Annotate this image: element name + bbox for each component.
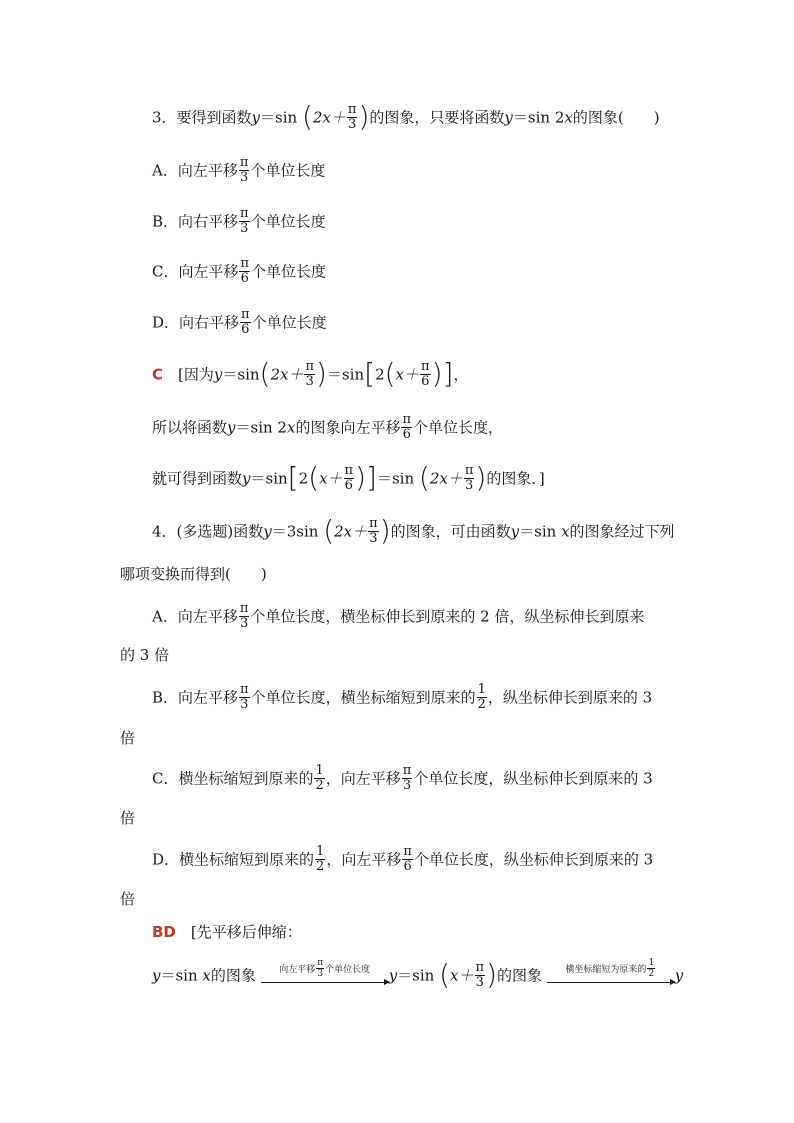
q3-answer: C: [152, 365, 164, 384]
q4-option-b: B．向左平移 $\frac{\pi}{3}$ 个单位长度，横坐标缩短到原来的 $\frac{1}{2}$ ，纵坐标伸长到原来的 3: [152, 682, 653, 712]
q4-option-d: D．横坐标缩短到原来的 $\frac{1}{2}$ ，向左平移 $\frac{\pi}{6}$ 个单位长度，纵坐标伸长到原来的 3: [152, 844, 654, 874]
q4-stem-line-2: 哪项变换而得到( ): [120, 565, 267, 583]
q3-option-b: B．向右平移 $\frac{\pi}{3}$ 个单位长度: [152, 206, 326, 236]
q4-solution-line-1: BD [先平移后伸缩：: [152, 923, 302, 941]
q3-option-d: D．向右平移 $\frac{\pi}{6}$ 个单位长度: [152, 307, 327, 337]
q4-option-c-line-2: 倍: [120, 809, 136, 827]
q3-option-c: C．向左平移 $\frac{\pi}{6}$ 个单位长度: [152, 256, 327, 286]
q4-option-c: C．横坐标缩短到原来的 $\frac{1}{2}$ ，向左平移 $\frac{\pi}{3}$ 个单位长度，纵坐标伸长到原来的 3: [152, 763, 653, 793]
q3-solution-line-3: 就可得到函数y＝sin[2(x＋ $\frac{\pi}{6}$ )]＝sin (2x＋ $\frac{\pi}{3}$ )的图象．]: [152, 460, 545, 494]
q3-solution-line-1: C [因为y＝sin(2x＋ $\frac{\pi}{3}$ )＝sin[2(x＋ $\frac{\pi}{6}$ )]，: [152, 356, 469, 390]
q4-option-b-line-2: 倍: [120, 729, 136, 747]
transform-arrow-2: 横坐标缩短为原来的 $\frac{1}{2}$: [547, 959, 675, 983]
q4-option-d-line-2: 倍: [120, 890, 136, 908]
q4-stem: 4．(多选题)函数y＝3sin (2x＋ $\frac{\pi}{3}$ )的图象，可由函数y＝sin x的图象经过下列: [152, 513, 675, 547]
q4-option-a: A．向左平移 $\frac{\pi}{3}$ 个单位长度，横坐标伸长到原来的 2 倍，纵坐标伸长到原来: [152, 601, 645, 631]
q4-answer: BD: [152, 923, 176, 941]
transform-arrow-1: 向左平移 $\frac{\pi}{3}$ 个单位长度: [261, 959, 389, 983]
q4-option-a-line-2: 的 3 倍: [120, 646, 170, 664]
fraction-pi-3: $\frac{\pi}{3}$: [347, 102, 357, 132]
q4-solution-line-2: y＝sin x的图象 向左平移 $\frac{\pi}{3}$ 个单位长度 y＝sin (x＋ $\frac{\pi}{3}$ )的图象 横坐标缩短为原来的 $\frac{1}{2}$ y: [152, 957, 684, 991]
q3-solution-line-2: 所以将函数y＝sin 2x的图象向左平移 $\frac{\pi}{6}$ 个单位长度，: [152, 412, 504, 442]
q3-stem: 3．要得到函数y＝sin (2x＋ $\frac{\pi}{3}$ )的图象，只要将函数y＝sin 2x的图象( ): [152, 99, 660, 133]
q3-option-a: A．向左平移 $\frac{\pi}{3}$ 个单位长度: [152, 155, 326, 185]
